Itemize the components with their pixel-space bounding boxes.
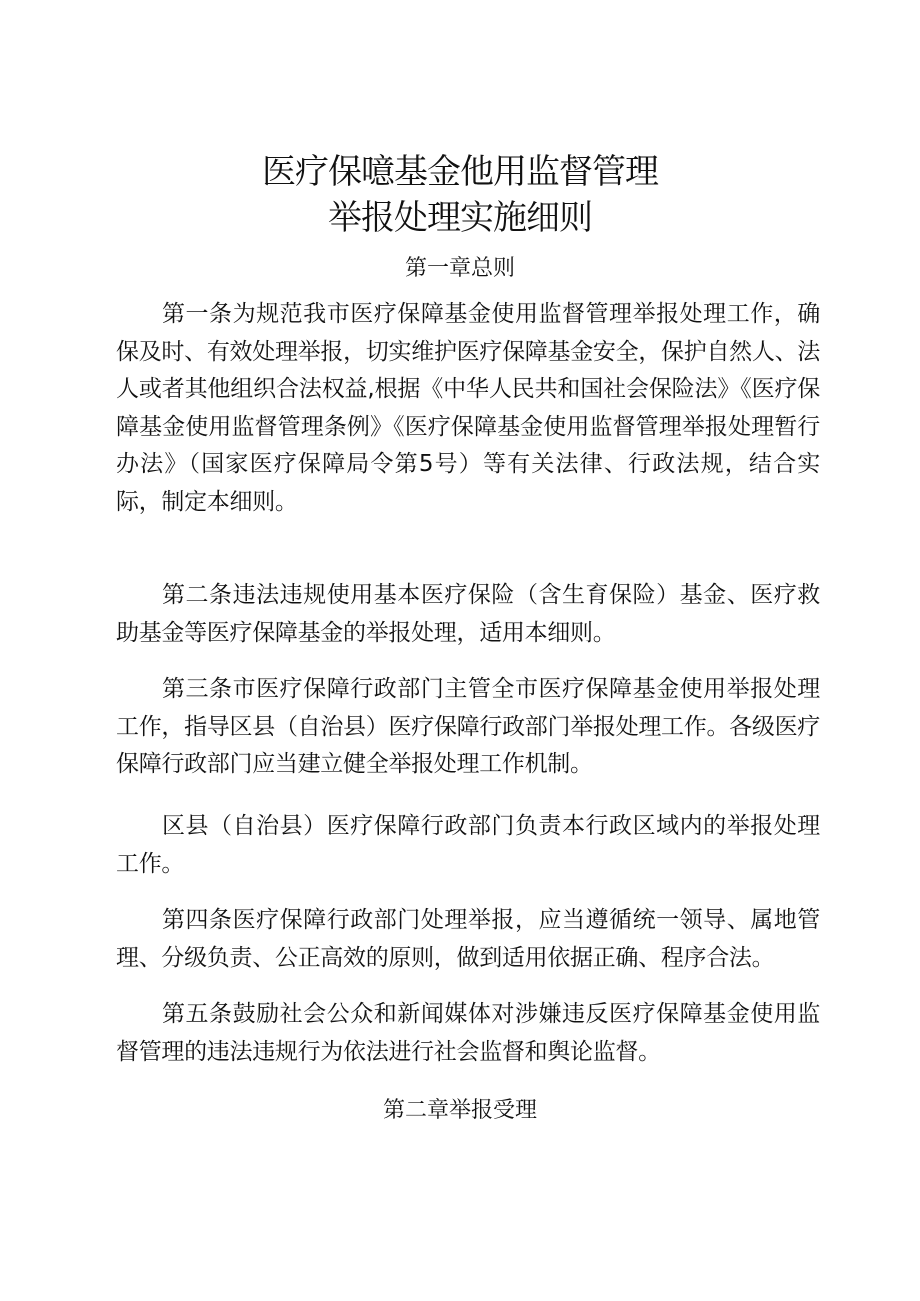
chapter-2-heading: 第二章举报受理 [382,1098,537,1123]
chapter-1-heading: 第一章总则 [404,256,515,281]
article-3-paragraph: 第三条市医疗保障行政部门主管全市医疗保障基金使用举报处理工作，指导区县（自治县）医疗保障行政部门举报处理工作。各级医疗保障行政部门应当建立健全举报处理工作机制。 [116,676,820,777]
article-4-paragraph: 第四条医疗保障行政部门处理举报，应当遵循统一领导、属地管理、分级负责、公正高效的原则，做到适用依据正确、程序合法。 [116,907,820,971]
article-2-paragraph: 第二条违法违规使用基本医疗保险（含生育保险）基金、医疗救助基金等医疗保障基金的举报处理，适用本细则。 [116,582,820,646]
article-3-continuation-paragraph: 区县（自治县）医疗保障行政部门负责本行政区域内的举报处理工作。 [116,813,820,877]
article-1-paragraph: 第一条为规范我市医疗保障基金使用监督管理举报处理工作，确保及时、有效处理举报，切实维护医疗保障基金安全，保护自然人、法人或者其他组织合法权益,根据《中华人民共和国社会保险法》《医疗保障基金使用监督管理条例》《医疗保障基金使用监督管理举报处理暂行办法》（国家医疗保障局令第5号）等有关法律、行政法规，结合实际，制定本细则。 [116,301,820,515]
document-title-line-1: 医疗保噫基金他用监督管理 [262,152,658,192]
document-title-line-2: 举报处理实施细则 [328,198,592,238]
article-5-paragraph: 第五条鼓励社会公众和新闻媒体对涉嫌违反医疗保障基金使用监督管理的违法违规行为依法进行社会监督和舆论监督。 [116,1001,820,1065]
